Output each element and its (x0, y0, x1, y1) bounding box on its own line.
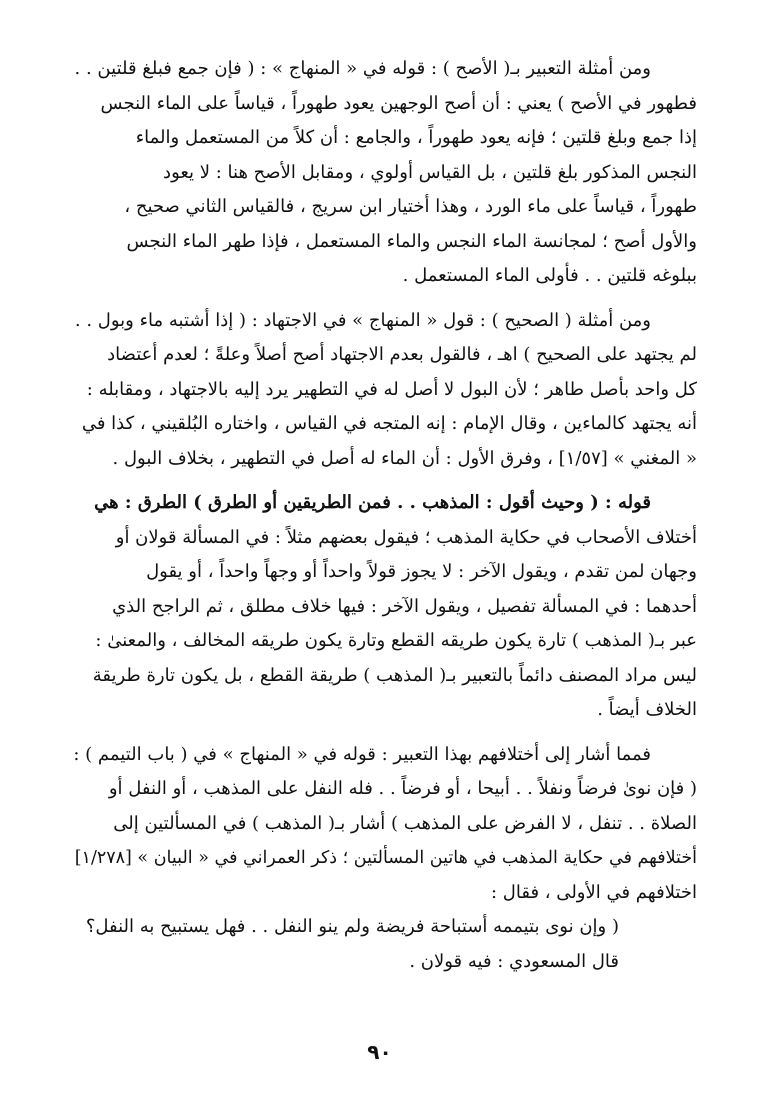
text-line: ومن أمثلة ( الصحيح ) : قول « المنهاج » في الاجتهاد : ( إذا أشتبه ماء وبول . . (74, 309, 651, 331)
text-line: ليس مراد المصنف دائماً بالتعبير بـ( المذهب ) طريقة القطع ، بل يكون تارة طريقة (92, 664, 697, 686)
text-line: أحدهما : في المسألة تفصيل ، ويقول الآخر : فيها خلاف مطلق ، ثم الراجح الذي (112, 595, 697, 617)
quote-line: قال المسعودي : فيه قولان . (409, 950, 619, 972)
text-line: أختلاف الأصحاب في حكاية المذهب ؛ فيقول بعضهم مثلاً : في المسألة قولان أو (115, 526, 697, 548)
text-line: الصلاة . . تنفل ، لا الفرض على المذهب ) أشار بـ( المذهب ) في المسألتين إلى (113, 812, 697, 834)
text-line: طهوراً ، قياساً على ماء الورد ، وهذا أختيار ابن سريج ، فالقياس الثاني صحيح ، (124, 196, 697, 217)
paragraph-4 (70, 738, 697, 911)
text-line: ومن أمثلة التعبير بـ( الأصح ) : قوله في « المنهاج » : ( فإن جمع فبلغ قلتين . . (74, 58, 651, 79)
text-line: ببلوغه قلتين . . فأولى الماء المستعمل . (402, 265, 697, 286)
page-number: ٩٠ (367, 1040, 392, 1064)
paragraph-2 (70, 304, 697, 477)
text-line: فمما أشار إلى أختلافهم بهذا التعبير : قوله في « المنهاج » في ( باب التيمم ) : (73, 743, 651, 765)
text-line: عبر بـ( المذهب ) تارة يكون طريقه القطع وتارة يكون طريقه المخالف ، والمعنىٰ : (95, 630, 697, 651)
paragraph-1 (70, 52, 697, 294)
text-line: ( فإن نوىٰ فرضاً ونفلاً . . أبيحا ، أو فرضاً . . فله النفل على المذهب ، أو النفل أو (108, 778, 697, 799)
text-line: وجهان لمن تقدم ، ويقول الآخر : لا يجوز قولاً واحداً أو وجهاً واحداً ، أو يقول (146, 561, 697, 582)
text-line: « المغني » [١/٥٧] ، وفرق الأول : أن الماء له أصل في التطهير ، بخلاف البول . (112, 447, 697, 469)
paragraph-3 (70, 486, 697, 728)
text-line: أختلافهم في حكاية المذهب في هاتين المسألتين ؛ ذكر العمراني في « البيان » [١/٢٧٨] (74, 848, 697, 868)
text-line: فطهور في الأصح ) يعني : أن أصح الوجهين يعود طهوراً ، قياساً على الماء النجس (100, 92, 697, 114)
page-body (70, 52, 697, 979)
text-line-bold: قوله : ( وحيث أقول : المذهب . . فمن الطريقين أو الطرق ) الطرق : هي (94, 492, 651, 513)
text-line: والأول أصح ؛ لمجانسة الماء النجس والماء المستعمل ، فإذا طهر الماء النجس (126, 230, 697, 252)
text-line: الخلاف أيضاً . (597, 699, 697, 720)
text-line: كل واحد بأصل طاهر ؛ لأن البول لا أصل له في التطهير يرد إليه بالاجتهاد ، ومقابله : (86, 378, 697, 400)
text-line: إذا جمع وبلغ قلتين ؛ فإنه يعود طهوراً ، والجامع : أن كلاً من المستعمل والماء (135, 127, 697, 148)
quoted-passage (70, 910, 697, 979)
text-line: اختلافهم في الأولى ، فقال : (491, 881, 697, 903)
text-line: لم يجتهد على الصحيح ) اهـ ، فالقول بعدم الاجتهاد أصح أصلاً وعلةً ؛ لعدم أعتضاد (107, 344, 697, 365)
text-line: النجس المذكور بلغ قلتين ، بل القياس أولوي ، ومقابل الأصح هنا : لا يعود (163, 161, 697, 183)
quote-line: ( وإن نوى بتيممه أستباحة فريضة ولم ينو النفل . . فهل يستبيح به النفل؟ (85, 916, 619, 937)
text-line: أنه يجتهد كالماءين ، وقال الإمام : إنه المتجه في القياس ، واختاره البُلقيني ، كذا في (81, 413, 697, 434)
